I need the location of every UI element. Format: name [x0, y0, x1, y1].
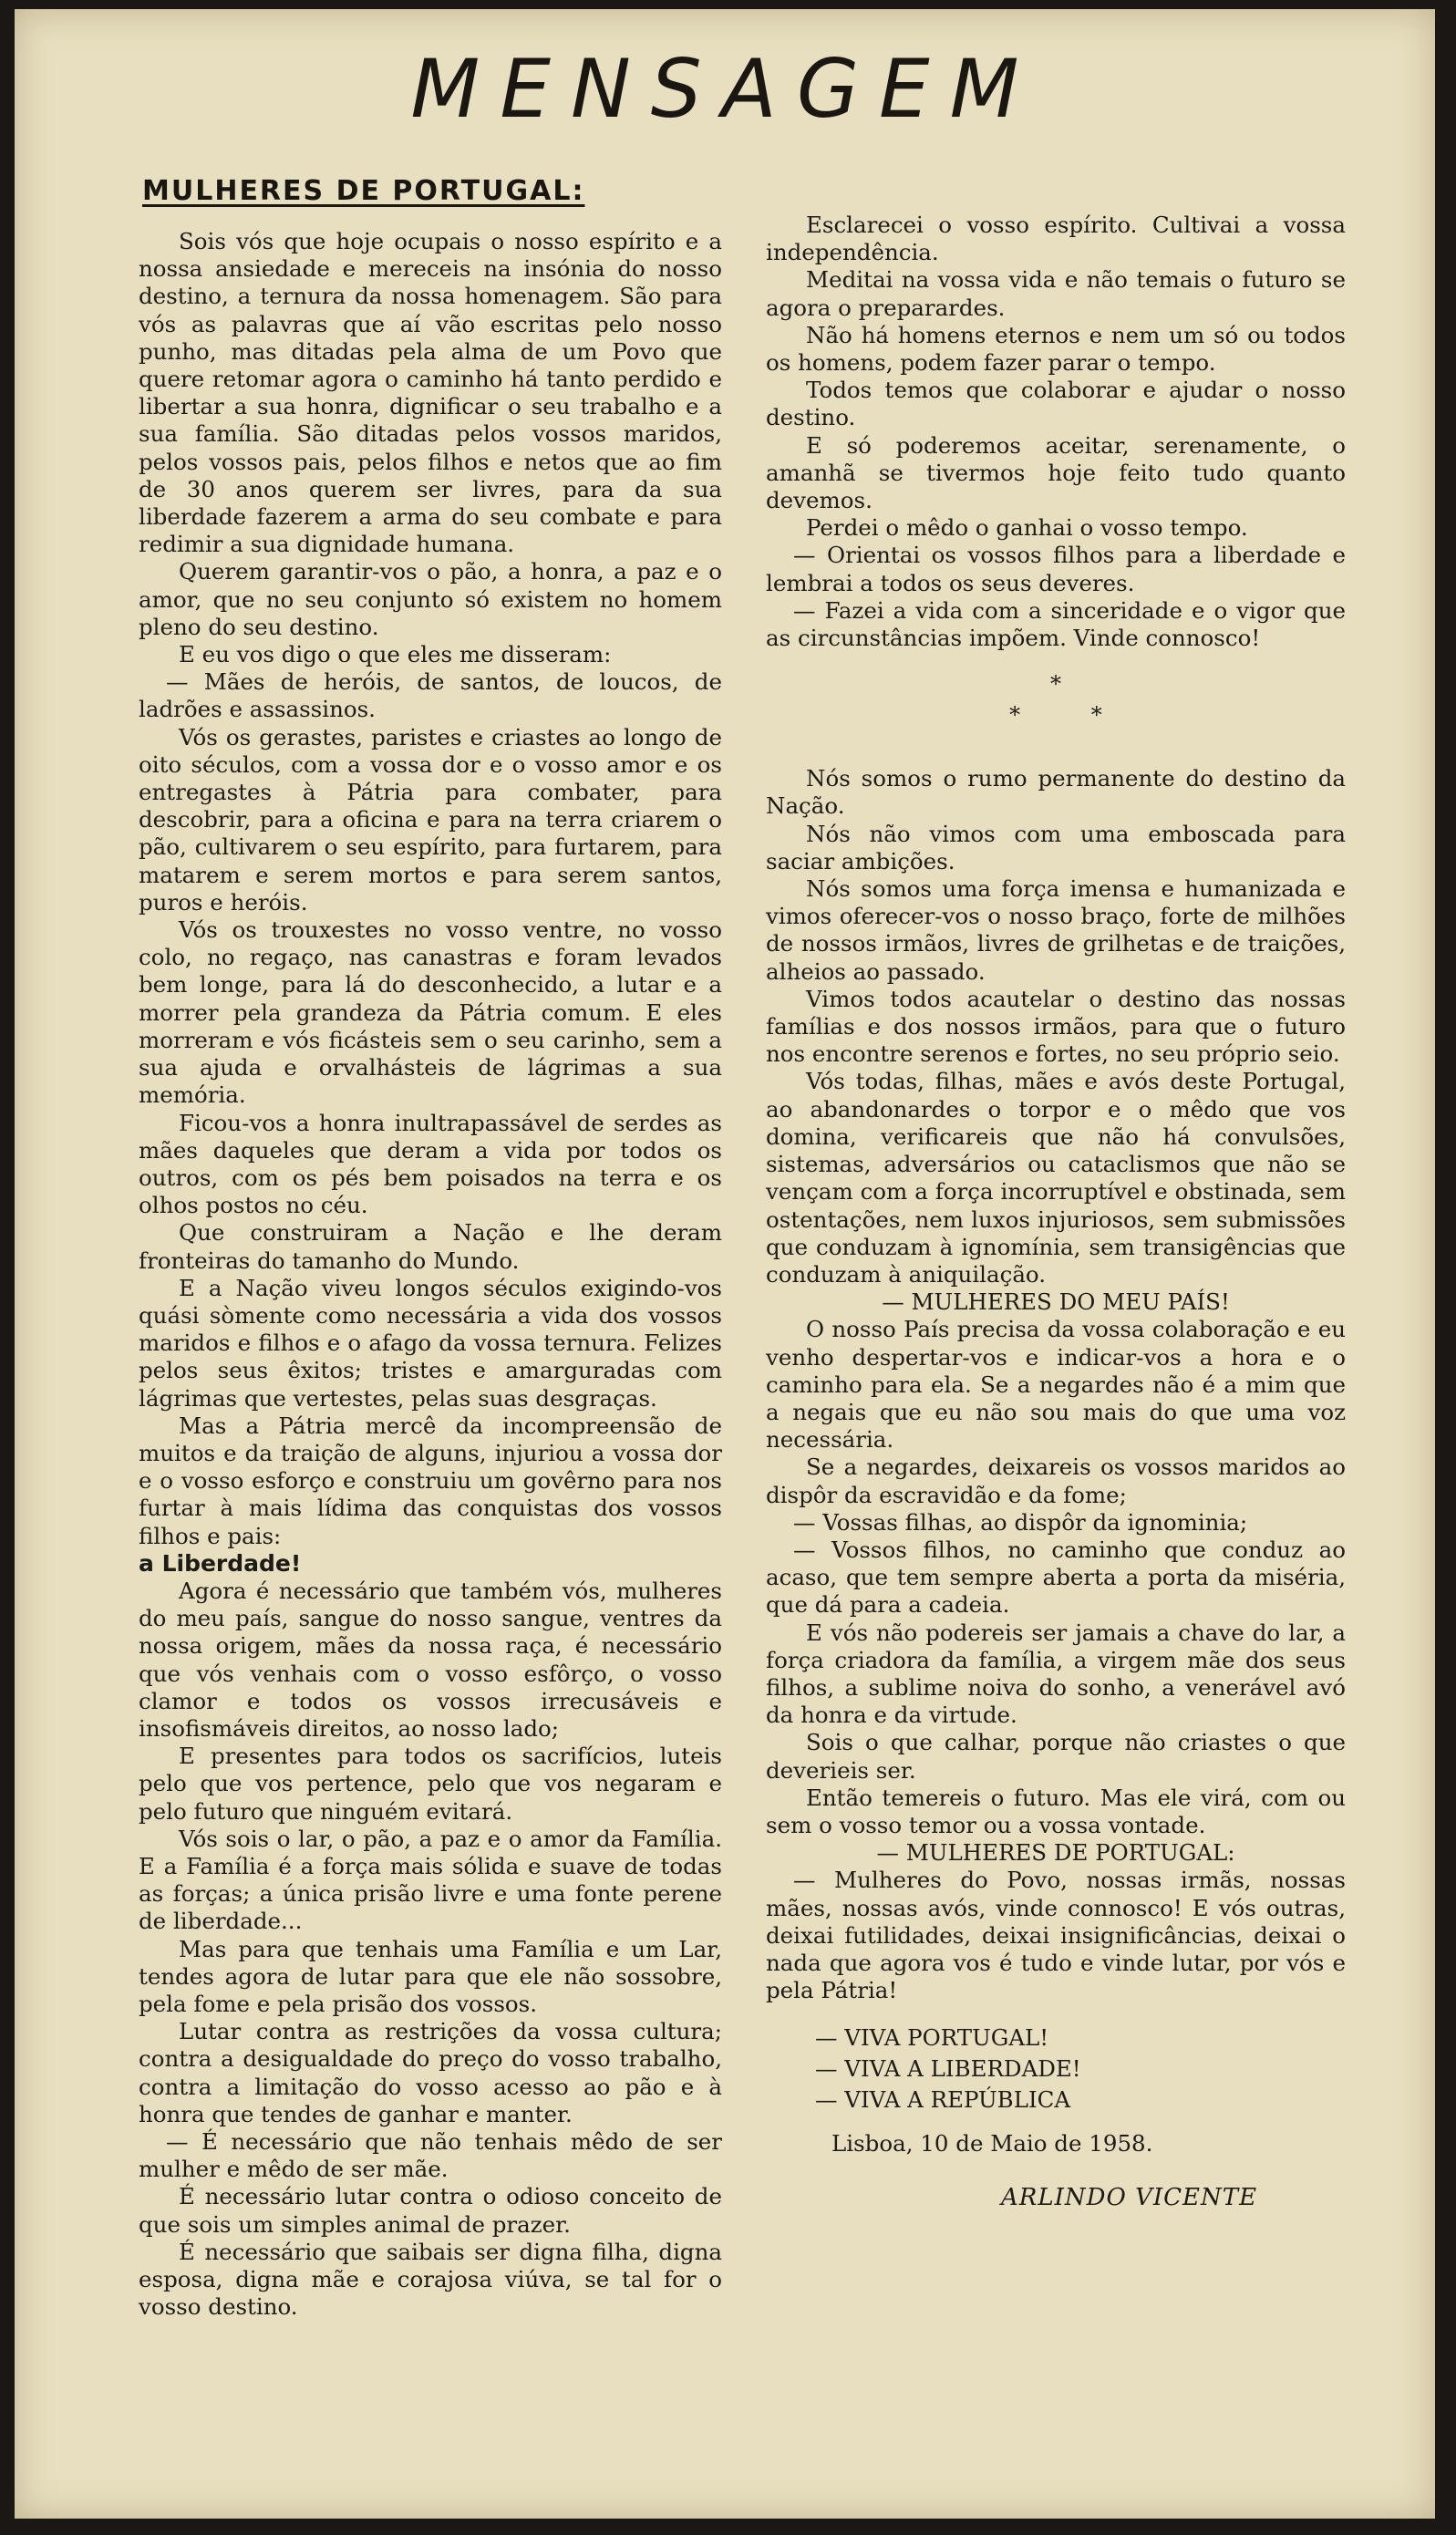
paragraph: Esclarecei o vosso espírito. Cultivai a vossa independência. — [766, 212, 1346, 266]
paragraph: — Mulheres do Povo, nossas irmãs, nossas mães, nossas avós, vinde connosco! E vós outras, deixai futilidades, deixai insignificâncias, deixai o nada que agora vos é tudo e vinde lutar, por vós e pela Pátria! — [766, 1867, 1346, 2004]
paragraph: — Orientai os vossos filhos para a liberdade e lembrai a todos os seus deveres. — [766, 542, 1346, 596]
paragraph: — Vossos filhos, no caminho que conduz ao acaso, que tem sempre aberta a porta da miséria, que dá para a cadeia. — [766, 1536, 1346, 1619]
section-heading: MULHERES DE PORTUGAL: — [142, 175, 585, 207]
subheading-mulheres-de-portugal: — MULHERES DE PORTUGAL: — [876, 1839, 1235, 1867]
viva-portugal: — VIVA PORTUGAL! — [815, 2024, 1049, 2052]
paragraph: — Mães de heróis, de santos, de loucos, de ladrões e assassinos. — [139, 668, 722, 723]
liberdade-emphasis: a Liberdade! — [139, 1549, 302, 1577]
paragraph: Nós somos o rumo permanente do destino da Nação. — [766, 765, 1346, 820]
paragraph: Vós sois o lar, o pão, a paz e o amor da Família. E a Família é a força mais sólida e suave de todas as forças; a única prisão livre e uma fonte perene de liberdade... — [139, 1825, 722, 1935]
paragraph: Se a negardes, deixareis os vossos maridos ao dispôr da escravidão e da fome; — [766, 1454, 1346, 1508]
paragraph: Vós os gerastes, paristes e criastes ao longo de oito séculos, com a vossa dor e o vosso amor e os entregastes à Pátria para combater, para descobrir, para a oficina e para na terra criarem o pão, cultivarem o seu espírito, para furtarem, para matarem e serem mortos e para serem santos, puros e heróis. — [139, 723, 722, 916]
paragraph: Mas a Pátria mercê da incompreensão de muitos e da traição de alguns, injuriou a vossa dor e o vosso esforço e construiu um govêrno para nos furtar à mais lídima das conquistas dos vossos filhos e pais: — [139, 1412, 722, 1549]
paragraph: — Vossas filhas, ao dispôr da ignominia; — [793, 1508, 1248, 1536]
viva-republica: — VIVA A REPÚBLICA — [815, 2086, 1071, 2114]
paragraph: Ficou-vos a honra inultrapassável de serdes as mães daqueles que deram a vida por todos os outros, com os pés bem poisados na terra e os olhos postos no céu. — [139, 1109, 722, 1219]
paragraph: — É necessário que não tenhais mêdo de ser mulher e mêdo de ser mãe. — [139, 2128, 722, 2183]
paragraph: E presentes para todos os sacrifícios, luteis pelo que vos pertence, pelo que vos negaram e pelo futuro que ninguém evitará. — [139, 1743, 722, 1825]
paragraph: E só poderemos aceitar, serenamente, o amanhã se tivermos hoje feito tudo quanto devemos. — [766, 431, 1346, 514]
paragraph: E eu vos digo o que eles me disseram: — [179, 641, 612, 668]
section-divider-stars — [766, 668, 1346, 730]
document-sheet — [15, 9, 1435, 2519]
paragraph: Querem garantir-vos o pão, a honra, a paz e o amor, que no seu conjunto só existem no homem pleno do seu destino. — [139, 558, 722, 640]
subheading-mulheres-do-meu-pais: — MULHERES DO MEU PAÍS! — [882, 1288, 1230, 1316]
right-column — [766, 212, 1346, 2211]
paragraph: Meditai na vossa vida e não temais o futuro se agora o preparardes. — [766, 266, 1346, 321]
paragraph: Sois vós que hoje ocupais o nosso espírito e a nossa ansiedade e mereceis na insónia do nosso destino, a ternura da nossa homenagem. São para vós as palavras que aí vão escritas pelo nosso punho, mas ditadas pela alma de um Povo que quere retomar agora o caminho há tanto perdido e libertar a sua honra, dignificar o seu trabalho e a sua família. São ditadas pelos vossos maridos, pelos vossos pais, pelos filhos e netos que ao fim de 30 anos querem ser livres, para da sua liberdade fazerem a arma do seu combate e para redimir a sua dignidade humana. — [139, 228, 722, 558]
paragraph: É necessário lutar contra o odioso conceito de que sois um simples animal de prazer. — [139, 2183, 722, 2238]
document-title: MENSAGEM — [410, 42, 1039, 136]
paragraph: Vós todas, filhas, mães e avós deste Portugal, ao abandonardes o torpor e o mêdo que vos domina, verificareis que não há convulsões, sistemas, adversários ou cataclismos que não se vençam com a força incorruptível e obstinada, sem ostentações, nem luxos injuriosos, sem submissões que conduzam à ignomínia, sem transigências que conduzam à aniquilação. — [766, 1068, 1346, 1288]
paragraph: Perdei o mêdo o ganhai o vosso tempo. — [806, 514, 1248, 542]
paragraph: Sois o que calhar, porque não criastes o que deverieis ser. — [766, 1729, 1346, 1784]
left-column — [139, 228, 722, 2321]
paragraph: E a Nação viveu longos séculos exigindo-vos quási sòmente como necessária a vida dos vossos maridos e filhos e o afago da vossa ternura. Felizes pelos seus êxitos; tristes e amarguradas com lágrimas que vertestes, pelas suas desgraças. — [139, 1274, 722, 1412]
star-top: * — [1050, 671, 1061, 698]
paragraph: Mas para que tenhais uma Família e um Lar, tendes agora de lutar para que ele não sossobre, pela fome e pela prisão dos vossos. — [139, 1935, 722, 2017]
paragraph: É necessário que saibais ser digna filha, digna esposa, digna mãe e corajosa viúva, se tal for o vosso destino. — [139, 2238, 722, 2321]
paragraph: Nós não vimos com uma emboscada para saciar ambições. — [766, 820, 1346, 874]
paragraph: Todos temos que colaborar e ajudar o nosso destino. — [766, 377, 1346, 431]
paragraph: Vós os trouxestes no vosso ventre, no vosso colo, no regaço, nas canastras e foram levados bem longe, para lá do desconhecido, a lutar e a morrer pela grandeza da Pátria comum. E eles morreram e vós ficásteis sem o seu carinho, sem a sua ajuda e orvalhásteis de lágrimas a sua memória. — [139, 916, 722, 1109]
paragraph: — Fazei a vida com a sinceridade e o vigor que as circunstâncias impõem. Vinde connosco! — [766, 596, 1346, 652]
stars-bottom: * * — [1009, 702, 1102, 729]
viva-liberdade: — VIVA A LIBERDADE! — [815, 2055, 1081, 2083]
paragraph: Então temereis o futuro. Mas ele virá, com ou sem o vosso temor ou a vossa vontade. — [766, 1784, 1346, 1838]
paragraph: Agora é necessário que também vós, mulheres do meu país, sangue do nosso sangue, ventres da nossa origem, mães da nossa raça, é necessário que vós venhais com o vosso esfôrço, o vosso clamor e todos os vossos irrecusáveis e insofismáveis direitos, ao nosso lado; — [139, 1577, 722, 1742]
paragraph: O nosso País precisa da vossa colaboração e eu venho despertar-vos e indicar-vos a hora e o caminho para ela. Se a negardes não é a mim que a negais que eu não sou mais do que uma voz necessária. — [766, 1316, 1346, 1454]
date-line: Lisboa, 10 de Maio de 1958. — [831, 2130, 1153, 2157]
paragraph: Lutar contra as restrições da vossa cultura; contra a desigualdade do preço do vosso trabalho, contra a limitação do vosso acesso ao pão e à honra que tendes de ganhar e manter. — [139, 2018, 722, 2127]
paragraph: Vimos todos acautelar o destino das nossas famílias e dos nossos irmãos, para que o futuro nos encontre serenos e fortes, no seu próprio seio. — [766, 985, 1346, 1068]
viva-list — [815, 2023, 1346, 2116]
paragraph: E vós não podereis ser jamais a chave do lar, a força criadora da família, a virgem mãe dos seus filhos, a sublime noiva do sonho, a venerável avó da honra e da virtude. — [766, 1619, 1346, 1729]
signature: ARLINDO VICENTE — [1001, 2183, 1258, 2211]
paragraph: Não há homens eternos e nem um só ou todos os homens, podem fazer parar o tempo. — [766, 321, 1346, 377]
paragraph: Que construiram a Nação e lhe deram fronteiras do tamanho do Mundo. — [139, 1219, 722, 1274]
paragraph: Nós somos uma força imensa e humanizada e vimos oferecer-vos o nosso braço, forte de milhões de nossos irmãos, livres de grilhetas e de traições, alheios ao passado. — [766, 875, 1346, 985]
